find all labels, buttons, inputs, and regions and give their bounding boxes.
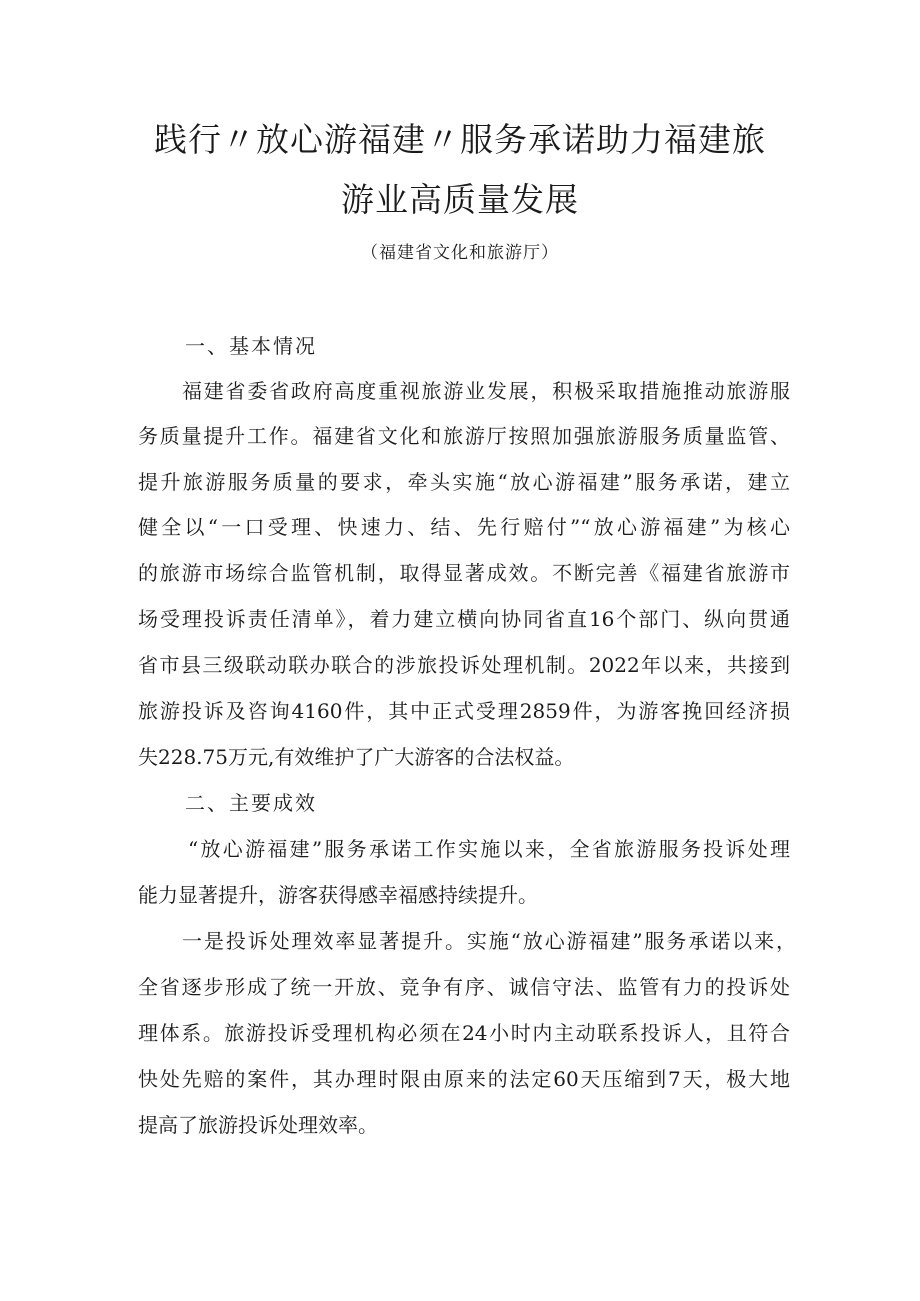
section-2-para-1-line: 能力显著提升，游客获得感幸福感持续提升。 xyxy=(138,883,538,907)
section-1-heading: 一、基本情况 xyxy=(185,334,317,358)
document-title-line-1: 践行〃放心游福建〃服务承诺助力福建旅 xyxy=(154,120,766,159)
section-1-line: 的旅游市场综合监管机制，取得显著成效。不断完善《福建省旅游市 xyxy=(138,561,790,585)
section-1-line: 场受理投诉责任清单》，着力建立横向协同省直16个部门、纵向贯通 xyxy=(138,607,790,631)
document-subtitle: （福建省文化和旅游厅） xyxy=(361,243,559,263)
section-2-para-1-line: “放心游福建”服务承诺工作实施以来，全省旅游服务投诉处理 xyxy=(188,837,790,861)
section-1-line: 健全以“一口受理、快速力、结、先行赔付”“放心游福建”为核心 xyxy=(138,515,790,539)
section-1-line: 省市县三级联动联办联合的涉旅投诉处理机制。2022年以来，共接到 xyxy=(138,653,790,677)
section-1-line: 旅游投诉及咨询4160件，其中正式受理2859件，为游客挽回经济损 xyxy=(138,699,790,723)
section-2-heading: 二、主要成效 xyxy=(185,791,317,815)
section-1-line: 提升旅游服务质量的要求，牵头实施“放心游福建”服务承诺，建立 xyxy=(138,470,790,494)
section-1-line: 务质量提升工作。福建省文化和旅游厅按照加强旅游服务质量监管、 xyxy=(138,424,790,448)
section-2-para-2-line: 快处先赔的案件，其办理时限由原来的法定60天压缩到7天，极大地 xyxy=(138,1067,790,1091)
section-2-para-2-line: 全省逐步形成了统一开放、竞争有序、诚信守法、监管有力的投诉处 xyxy=(138,975,790,999)
section-2-para-2-line: 一是投诉处理效率显著提升。实施“放心游福建”服务承诺以来， xyxy=(182,929,796,953)
section-2-para-2-line: 理体系。旅游投诉受理机构必须在24小时内主动联系投诉人，且符合 xyxy=(138,1021,790,1045)
document-title-line-2: 游业高质量发展 xyxy=(341,180,579,219)
section-1-line: 福建省委省政府高度重视旅游业发展，积极采取措施推动旅游服 xyxy=(182,379,790,403)
section-2-para-2-line: 提高了旅游投诉处理效率。 xyxy=(138,1113,378,1137)
section-1-line: 失228.75万元,有效维护了广大游客的合法权益。 xyxy=(138,745,575,769)
